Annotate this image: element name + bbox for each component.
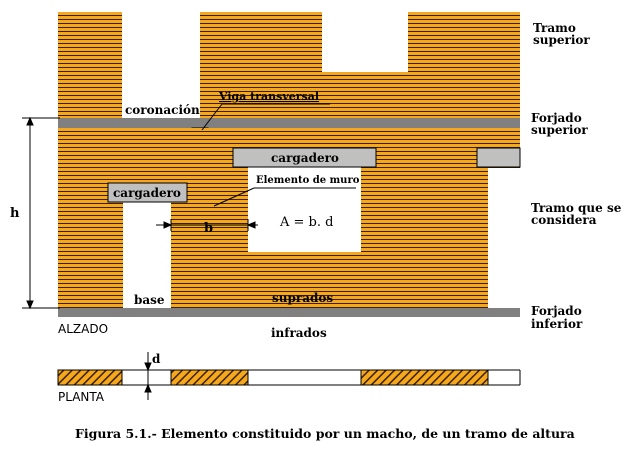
label-base: base xyxy=(134,293,165,307)
label-b: b xyxy=(204,221,214,236)
label-tramo-considera-1: Tramo que se xyxy=(531,201,622,215)
label-infrados: infrados xyxy=(271,326,327,340)
label-forjado-superior-2: superior xyxy=(531,123,588,137)
depth-d-dimension xyxy=(145,352,151,400)
label-h: h xyxy=(10,206,20,221)
height-dimension xyxy=(22,118,60,308)
figure-caption: Figura 5.1.- Elemento constituido por un macho, de un tramo de altura xyxy=(75,426,575,441)
plan-view xyxy=(58,370,520,385)
label-forjado-superior-1: Forjado xyxy=(531,111,582,125)
lintel-right xyxy=(477,148,520,167)
label-area-formula: A = b. d xyxy=(280,215,334,230)
label-forjado-inferior-1: Forjado xyxy=(531,304,582,318)
label-coronacion: coronación xyxy=(125,103,200,117)
label-d: d xyxy=(152,352,161,366)
label-tramo-considera-2: considera xyxy=(531,213,597,227)
label-elemento-muro: Elemento de muro xyxy=(256,175,360,186)
label-tramo-superior-1: Tramo xyxy=(533,21,576,35)
label-tramo-superior-2: superior xyxy=(533,33,590,47)
label-cargadero-left: cargadero xyxy=(113,186,181,200)
label-viga-transversal: Viga transversal xyxy=(219,90,320,103)
label-forjado-inferior-2: inferior xyxy=(531,317,583,331)
upper-floor-slab xyxy=(58,118,520,128)
lower-floor-slab xyxy=(58,308,520,317)
label-cargadero-top: cargadero xyxy=(271,151,339,165)
right-opening xyxy=(488,168,520,308)
label-alzado: ALZADO xyxy=(58,322,109,336)
label-suprados: suprados xyxy=(272,291,334,305)
label-planta: PLANTA xyxy=(58,390,104,404)
left-opening xyxy=(123,198,171,308)
